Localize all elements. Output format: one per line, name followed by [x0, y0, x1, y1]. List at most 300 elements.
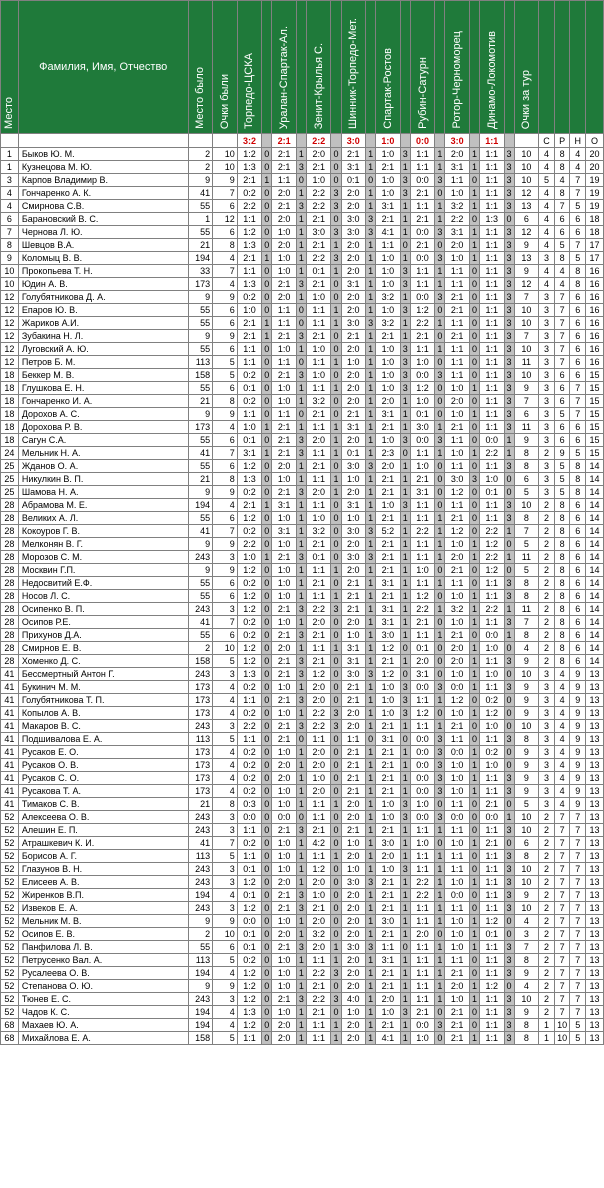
row-prediction: 1:0 [272, 538, 297, 551]
row-prediction: 0:1 [341, 174, 366, 187]
row-prediction: 0:3 [237, 798, 262, 811]
row-tour-points: 9 [514, 785, 539, 798]
row-match-points: 1 [435, 694, 445, 707]
row-prediction: 1:1 [410, 499, 435, 512]
row-match-points: 3 [504, 681, 514, 694]
row-prediction: 1:1 [479, 330, 504, 343]
row-prediction: 2:0 [306, 746, 331, 759]
row-place: 52 [1, 954, 19, 967]
row-match-points: 1 [435, 447, 445, 460]
row-name: Глазунов В. Н. [18, 863, 188, 876]
row-prediction: 2:1 [376, 421, 401, 434]
row-c: 1 [539, 1019, 555, 1032]
row-prediction: 1:1 [445, 343, 470, 356]
row-name: Макаров В. С. [18, 720, 188, 733]
row-place-before: 9 [188, 408, 213, 421]
row-points-before: 10 [213, 161, 238, 174]
row-tour-points: 11 [514, 603, 539, 616]
row-prediction: 1:1 [445, 369, 470, 382]
row-prediction: 2:2 [237, 720, 262, 733]
row-points-before: 8 [213, 798, 238, 811]
table-row [1, 252, 604, 265]
row-n: 6 [570, 356, 586, 369]
row-prediction: 2:1 [445, 421, 470, 434]
row-place-before: 243 [188, 993, 213, 1006]
row-match-points: 0 [331, 499, 341, 512]
match-result-6: 0:0 [410, 134, 435, 148]
row-match-points: 1 [331, 239, 341, 252]
row-match-points: 1 [435, 161, 445, 174]
row-prediction: 2:1 [376, 473, 401, 486]
row-match-points: 0 [262, 213, 272, 226]
row-prediction: 0:2 [237, 629, 262, 642]
row-prediction: 2:0 [376, 395, 401, 408]
row-prediction: 1:1 [306, 1032, 331, 1045]
row-prediction: 1:1 [410, 278, 435, 291]
row-prediction: 2:1 [306, 980, 331, 993]
row-prediction: 1:0 [341, 629, 366, 642]
row-match-points: 1 [366, 681, 376, 694]
row-match-points: 0 [262, 148, 272, 161]
row-prediction: 1:1 [306, 642, 331, 655]
row-place-before: 194 [188, 967, 213, 980]
row-prediction: 2:1 [272, 889, 297, 902]
row-match-points: 1 [296, 746, 306, 759]
row-prediction: 1:1 [272, 356, 297, 369]
row-prediction: 2:1 [341, 603, 366, 616]
table-row [1, 200, 604, 213]
row-match-points: 3 [504, 772, 514, 785]
row-r: 6 [554, 382, 570, 395]
row-c: 2 [539, 915, 555, 928]
row-prediction: 1:1 [376, 941, 401, 954]
row-prediction: 1:2 [237, 967, 262, 980]
row-points-before: 6 [213, 590, 238, 603]
row-place-before: 173 [188, 785, 213, 798]
row-place: 24 [1, 447, 19, 460]
row-match-points: 0 [469, 460, 479, 473]
row-prediction: 2:0 [272, 213, 297, 226]
row-match-points: 1 [400, 525, 410, 538]
row-match-points: 0 [504, 928, 514, 941]
row-place: 52 [1, 837, 19, 850]
row-prediction: 1:0 [272, 512, 297, 525]
row-n: 9 [570, 694, 586, 707]
row-match-points: 0 [331, 785, 341, 798]
row-match-points: 3 [331, 200, 341, 213]
row-prediction: 1:0 [410, 798, 435, 811]
row-prediction: 3:1 [341, 642, 366, 655]
row-place-before: 173 [188, 746, 213, 759]
row-prediction: 2:1 [237, 174, 262, 187]
row-n: 7 [570, 980, 586, 993]
row-name: Барановский В. С. [18, 213, 188, 226]
row-place-before: 243 [188, 811, 213, 824]
row-match-points: 0 [296, 304, 306, 317]
row-r: 6 [554, 421, 570, 434]
row-prediction: 1:1 [479, 863, 504, 876]
row-o: 13 [586, 824, 604, 837]
row-prediction: 3:0 [341, 460, 366, 473]
row-match-points: 3 [504, 902, 514, 915]
row-match-points: 1 [400, 616, 410, 629]
row-match-points: 0 [469, 525, 479, 538]
table-row [1, 954, 604, 967]
row-place: 28 [1, 551, 19, 564]
row-match-points: 3 [400, 499, 410, 512]
row-match-points: 1 [400, 460, 410, 473]
row-prediction: 1:0 [445, 915, 470, 928]
row-prediction: 0:0 [445, 746, 470, 759]
row-prediction: 1:0 [445, 993, 470, 1006]
row-match-points: 1 [262, 252, 272, 265]
row-prediction: 2:2 [306, 967, 331, 980]
row-match-points: 1 [400, 538, 410, 551]
row-prediction: 2:2 [306, 187, 331, 200]
row-points-before: 4 [213, 278, 238, 291]
row-o: 16 [586, 265, 604, 278]
row-points-before: 7 [213, 447, 238, 460]
row-prediction: 1:3 [237, 161, 262, 174]
row-o: 13 [586, 1006, 604, 1019]
table-row [1, 538, 604, 551]
row-tour-points: 8 [514, 447, 539, 460]
row-name: Дорохова Р. В. [18, 421, 188, 434]
row-prediction: 1:0 [341, 356, 366, 369]
results-gap [435, 134, 445, 148]
row-prediction: 3:0 [376, 915, 401, 928]
row-match-points: 1 [331, 850, 341, 863]
row-prediction: 1:1 [306, 850, 331, 863]
row-match-points: 0 [262, 473, 272, 486]
row-match-points: 0 [262, 746, 272, 759]
row-prediction: 1:3 [237, 668, 262, 681]
row-match-points: 1 [366, 902, 376, 915]
row-prediction: 1:1 [445, 434, 470, 447]
row-prediction: 1:2 [237, 564, 262, 577]
row-points-before: 6 [213, 200, 238, 213]
row-c: 2 [539, 1006, 555, 1019]
row-c: 4 [539, 265, 555, 278]
row-prediction: 0:1 [237, 434, 262, 447]
row-match-points: 0 [262, 291, 272, 304]
row-match-points: 1 [435, 538, 445, 551]
row-place-before: 41 [188, 447, 213, 460]
row-prediction: 2:1 [306, 239, 331, 252]
row-match-points: 0 [504, 668, 514, 681]
row-match-points: 1 [366, 356, 376, 369]
row-match-points: 0 [469, 330, 479, 343]
row-r: 6 [554, 213, 570, 226]
row-prediction: 1:2 [410, 590, 435, 603]
row-match-points: 3 [296, 603, 306, 616]
row-c: 3 [539, 759, 555, 772]
row-prediction: 1:0 [272, 473, 297, 486]
row-match-points: 1 [296, 538, 306, 551]
row-prediction: 0:0 [410, 226, 435, 239]
row-tour-points: 10 [514, 369, 539, 382]
row-match-points: 0 [262, 824, 272, 837]
row-prediction: 2:0 [272, 291, 297, 304]
row-n: 7 [570, 824, 586, 837]
row-prediction: 0:2 [237, 772, 262, 785]
row-match-points: 0 [504, 720, 514, 733]
row-prediction: 3:0 [341, 317, 366, 330]
row-place-before: 9 [188, 980, 213, 993]
row-o: 15 [586, 382, 604, 395]
row-prediction: 1:1 [479, 187, 504, 200]
row-tour-points: 9 [514, 239, 539, 252]
row-match-points: 3 [296, 668, 306, 681]
row-prediction: 1:2 [376, 642, 401, 655]
row-match-points: 1 [400, 200, 410, 213]
row-prediction: 2:1 [341, 330, 366, 343]
header-match-1-label: Торпедо-ЦСКА [243, 53, 256, 129]
row-place: 6 [1, 213, 19, 226]
header-r [554, 1, 570, 134]
row-prediction: 1:1 [479, 512, 504, 525]
row-prediction: 1:1 [479, 278, 504, 291]
row-prediction: 2:2 [306, 200, 331, 213]
row-n: 6 [570, 512, 586, 525]
row-name: Панфилова Л. В. [18, 941, 188, 954]
row-match-points: 1 [435, 902, 445, 915]
row-prediction: 2:0 [341, 187, 366, 200]
row-match-points: 0 [331, 577, 341, 590]
row-prediction: 2:0 [341, 252, 366, 265]
header-match-3 [306, 1, 331, 134]
row-prediction: 2:0 [341, 980, 366, 993]
row-o: 20 [586, 148, 604, 161]
row-r: 8 [554, 252, 570, 265]
row-name: Бессмертный Антон Г. [18, 668, 188, 681]
row-prediction: 3:1 [272, 525, 297, 538]
row-match-points: 1 [296, 148, 306, 161]
row-prediction: 2:1 [272, 824, 297, 837]
row-match-points: 1 [366, 980, 376, 993]
row-prediction: 2:0 [341, 1032, 366, 1045]
row-r: 4 [554, 681, 570, 694]
row-prediction: 1:0 [376, 434, 401, 447]
row-place-before: 2 [188, 928, 213, 941]
row-match-points: 1 [435, 720, 445, 733]
results-gap [296, 134, 306, 148]
row-prediction: 1:1 [479, 772, 504, 785]
row-prediction: 1:0 [272, 954, 297, 967]
row-match-points: 0 [435, 642, 445, 655]
row-c: 2 [539, 928, 555, 941]
row-match-points: 3 [504, 226, 514, 239]
row-place-before: 2 [188, 642, 213, 655]
row-points-before: 6 [213, 512, 238, 525]
row-match-points: 0 [366, 174, 376, 187]
row-o: 14 [586, 655, 604, 668]
row-prediction: 1:1 [237, 733, 262, 746]
row-prediction: 2:1 [376, 564, 401, 577]
row-r: 5 [554, 460, 570, 473]
row-prediction: 1:0 [306, 291, 331, 304]
row-name: Сагун С.А. [18, 434, 188, 447]
row-n: 9 [570, 785, 586, 798]
row-o: 19 [586, 174, 604, 187]
row-name: Глушкова Е. Н. [18, 382, 188, 395]
row-r: 7 [554, 850, 570, 863]
row-match-points: 3 [366, 525, 376, 538]
row-prediction: 1:0 [376, 694, 401, 707]
row-place-before: 243 [188, 603, 213, 616]
row-prediction: 1:1 [479, 304, 504, 317]
row-place: 25 [1, 460, 19, 473]
row-n: 6 [570, 538, 586, 551]
row-match-points: 1 [400, 473, 410, 486]
row-prediction: 1:0 [272, 616, 297, 629]
row-match-points: 1 [435, 603, 445, 616]
row-place: 41 [1, 720, 19, 733]
row-points-before: 12 [213, 213, 238, 226]
row-match-points: 0 [435, 499, 445, 512]
row-o: 13 [586, 863, 604, 876]
row-match-points: 1 [435, 824, 445, 837]
row-match-points: 0 [331, 902, 341, 915]
row-points-before: 4 [213, 1006, 238, 1019]
row-match-points: 3 [400, 174, 410, 187]
row-match-points: 0 [469, 811, 479, 824]
row-prediction: 1:1 [445, 265, 470, 278]
header-gap [504, 1, 514, 134]
row-match-points: 1 [296, 499, 306, 512]
row-c: 2 [539, 642, 555, 655]
row-match-points: 3 [296, 447, 306, 460]
row-prediction: 0:0 [479, 629, 504, 642]
row-match-points: 1 [296, 291, 306, 304]
row-prediction: 0:2 [479, 746, 504, 759]
row-tour-points: 6 [514, 408, 539, 421]
row-prediction: 1:2 [445, 486, 470, 499]
row-r: 7 [554, 291, 570, 304]
row-match-points: 1 [469, 1032, 479, 1045]
header-match-2-label: Уралан-Спартак-Ал. [278, 25, 291, 129]
table-row [1, 187, 604, 200]
row-match-points: 0 [262, 772, 272, 785]
row-place-before: 173 [188, 707, 213, 720]
row-match-points: 0 [331, 915, 341, 928]
row-name: Махаев Ю. А. [18, 1019, 188, 1032]
table-row [1, 967, 604, 980]
row-prediction: 2:0 [341, 343, 366, 356]
row-match-points: 1 [400, 876, 410, 889]
row-tour-points: 13 [514, 252, 539, 265]
row-match-points: 1 [366, 252, 376, 265]
row-prediction: 1:2 [237, 993, 262, 1006]
row-place: 52 [1, 941, 19, 954]
row-points-before: 3 [213, 863, 238, 876]
header-match-8 [479, 1, 504, 134]
row-match-points: 0 [435, 1006, 445, 1019]
table-row [1, 577, 604, 590]
row-match-points: 0 [262, 577, 272, 590]
row-match-points: 1 [435, 265, 445, 278]
row-prediction: 0:2 [237, 369, 262, 382]
table-row [1, 915, 604, 928]
row-match-points: 0 [331, 681, 341, 694]
row-prediction: 1:0 [410, 356, 435, 369]
row-o: 13 [586, 980, 604, 993]
row-match-points: 0 [435, 356, 445, 369]
row-prediction: 1:1 [410, 967, 435, 980]
table-row [1, 486, 604, 499]
row-o: 14 [586, 551, 604, 564]
row-match-points: 1 [366, 408, 376, 421]
row-tour-points: 5 [514, 798, 539, 811]
table-row [1, 746, 604, 759]
row-match-points: 0 [331, 928, 341, 941]
table-row [1, 837, 604, 850]
row-place: 52 [1, 850, 19, 863]
row-match-points: 3 [400, 863, 410, 876]
row-prediction: 1:2 [410, 382, 435, 395]
row-n: 6 [570, 343, 586, 356]
row-match-points: 1 [366, 759, 376, 772]
row-match-points: 0 [262, 434, 272, 447]
row-r: 7 [554, 954, 570, 967]
row-match-points: 0 [400, 733, 410, 746]
row-match-points: 0 [262, 564, 272, 577]
row-name: Носов Л. С. [18, 590, 188, 603]
row-match-points: 1 [366, 343, 376, 356]
row-match-points: 3 [504, 252, 514, 265]
row-match-points: 0 [469, 564, 479, 577]
row-match-points: 1 [366, 694, 376, 707]
row-prediction: 1:2 [445, 694, 470, 707]
row-match-points: 0 [469, 629, 479, 642]
row-match-points: 0 [262, 200, 272, 213]
row-place: 18 [1, 408, 19, 421]
row-place-before: 1 [188, 213, 213, 226]
row-n: 7 [570, 382, 586, 395]
row-match-points: 0 [469, 213, 479, 226]
row-prediction: 1:1 [272, 317, 297, 330]
table-row [1, 629, 604, 642]
row-prediction: 1:1 [445, 278, 470, 291]
row-c: 3 [539, 798, 555, 811]
row-prediction: 1:1 [479, 616, 504, 629]
row-match-points: 3 [504, 590, 514, 603]
row-points-before: 3 [213, 668, 238, 681]
row-match-points: 3 [296, 434, 306, 447]
row-points-before: 5 [213, 369, 238, 382]
row-prediction: 1:0 [410, 395, 435, 408]
row-match-points: 0 [469, 733, 479, 746]
row-prediction: 1:0 [479, 759, 504, 772]
row-prediction: 1:2 [479, 564, 504, 577]
row-o: 13 [586, 785, 604, 798]
row-n: 4 [570, 148, 586, 161]
row-match-points: 0 [262, 889, 272, 902]
row-prediction: 1:2 [237, 642, 262, 655]
row-match-points: 0 [331, 889, 341, 902]
row-match-points: 1 [435, 980, 445, 993]
row-match-points: 1 [262, 499, 272, 512]
row-prediction: 0:0 [410, 174, 435, 187]
row-o: 14 [586, 603, 604, 616]
header-gap [469, 1, 479, 134]
row-prediction: 2:0 [341, 967, 366, 980]
row-match-points: 0 [469, 863, 479, 876]
row-prediction: 1:0 [341, 1006, 366, 1019]
row-prediction: 1:1 [479, 408, 504, 421]
row-prediction: 3:1 [376, 603, 401, 616]
row-match-points: 1 [469, 551, 479, 564]
